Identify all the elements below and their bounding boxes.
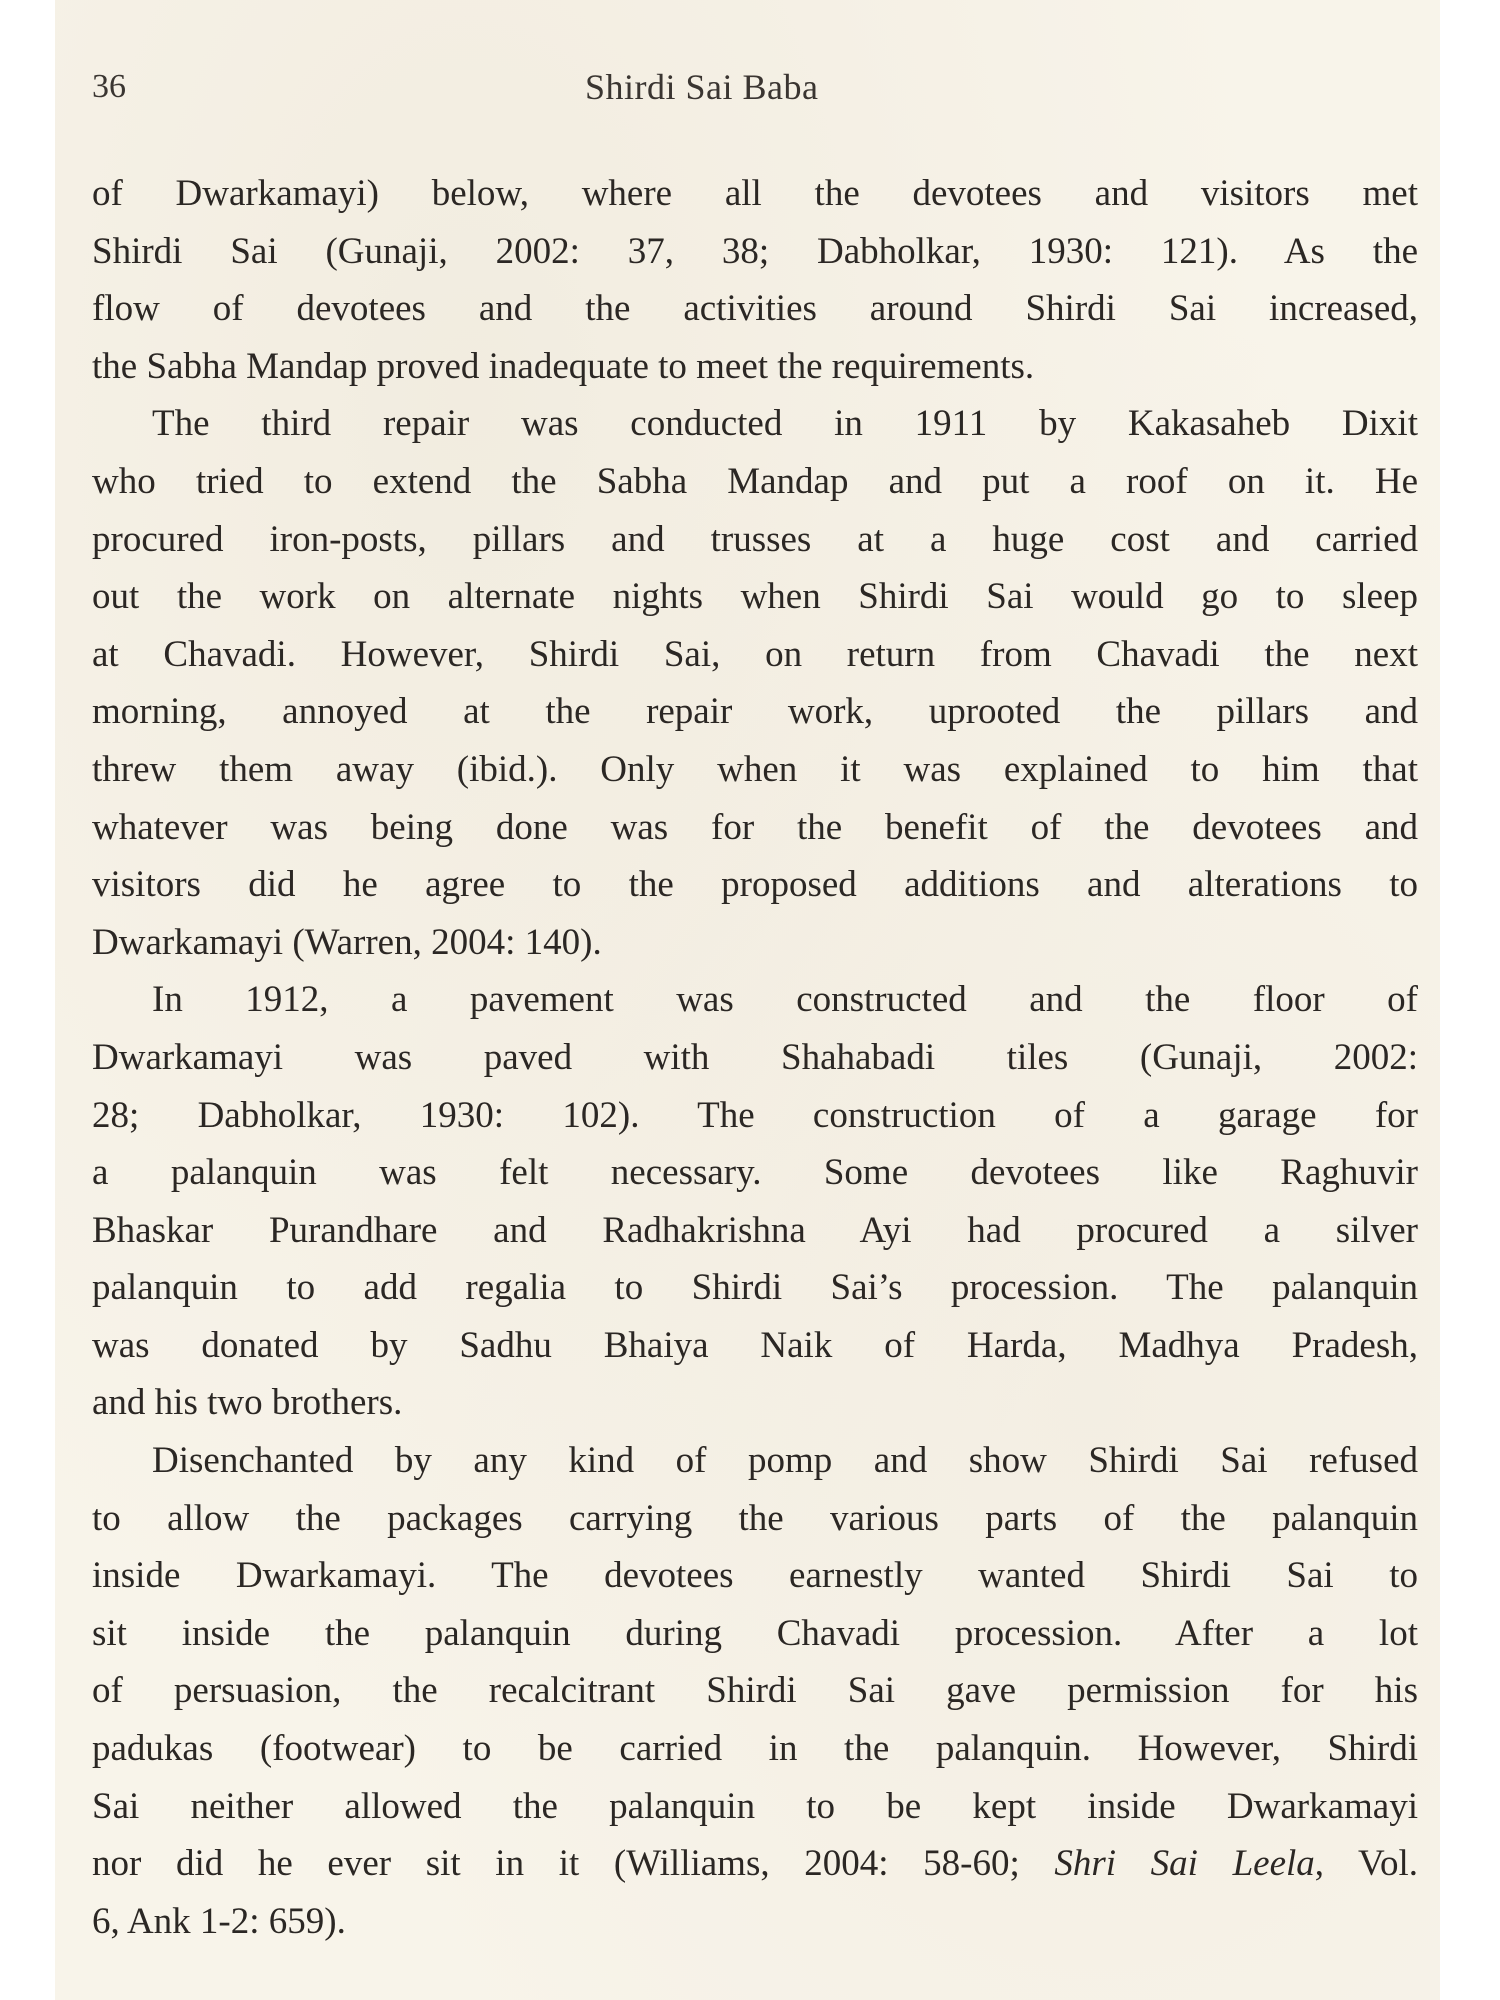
text-line: sit inside the palanquin during Chavadi procession. After a lot: [92, 1612, 1418, 1654]
text-line: of Dwarkamayi) below, where all the devotees and visitors met: [92, 173, 1418, 214]
text-line: whatever was being done was for the benefit of the devotees and: [92, 806, 1418, 848]
text-line: and his two brothers.: [92, 1382, 403, 1424]
text-line: flow of devotees and the activities around Shirdi Sai increased,: [92, 288, 1418, 330]
text-line: 28; Dabholkar, 1930: 102). The construction of a garage for: [92, 1094, 1418, 1136]
page-number: 36: [92, 68, 126, 105]
citation-text: nor did he ever sit in it (Williams, 2004: 58-60;: [92, 1843, 1055, 1885]
text-line: procured iron-posts, pillars and trusses at a huge cost and carried: [92, 518, 1418, 560]
text-line: at Chavadi. However, Shirdi Sai, on return from Chavadi the next: [92, 633, 1418, 675]
text-line: who tried to extend the Sabha Mandap and put a roof on it. He: [92, 460, 1418, 502]
text-line: palanquin to add regalia to Shirdi Sai’s procession. The palanquin: [92, 1267, 1418, 1309]
text-line: was donated by Sadhu Bhaiya Naik of Harda, Madhya Pradesh,: [92, 1324, 1418, 1366]
text-line: In 1912, a pavement was constructed and the floor of: [152, 979, 1418, 1021]
text-line: Dwarkamayi (Warren, 2004: 140).: [92, 921, 602, 963]
text-line: Bhaskar Purandhare and Radhakrishna Ayi had procured a silver: [92, 1209, 1418, 1251]
text-line: Dwarkamayi was paved with Shahabadi tiles (Gunaji, 2002:: [92, 1036, 1418, 1078]
running-head: [92, 62, 1418, 112]
text-line: to allow the packages carrying the various parts of the palanquin: [92, 1497, 1418, 1539]
text-line: 6, Ank 1-2: 659).: [92, 1900, 346, 1942]
text-line: the Sabha Mandap proved inadequate to meet the requirements.: [92, 345, 1035, 387]
running-title: Shirdi Sai Baba: [585, 67, 819, 107]
text-line: out the work on alternate nights when Shirdi Sai would go to sleep: [92, 576, 1418, 618]
text-line: morning, annoyed at the repair work, uprooted the pillars and: [92, 691, 1418, 733]
text-line: visitors did he agree to the proposed additions and alterations to: [92, 864, 1418, 906]
italic-publication-title: Shri Sai Leela: [1054, 1843, 1315, 1885]
citation-text: , Vol.: [1314, 1843, 1418, 1885]
book-page: [55, 0, 1440, 2000]
text-line: Sai neither allowed the palanquin to be kept inside Dwarkamayi: [92, 1785, 1418, 1827]
text-line: The third repair was conducted in 1911 by Kakasaheb Dixit: [152, 403, 1418, 445]
text-line: padukas (footwear) to be carried in the palanquin. However, Shirdi: [92, 1728, 1418, 1770]
text-line: of persuasion, the recalcitrant Shirdi Sai gave permission for his: [92, 1670, 1418, 1712]
text-line: Disenchanted by any kind of pomp and show Shirdi Sai refused: [152, 1440, 1418, 1482]
text-line-with-italic-title: [92, 1835, 1418, 1893]
text-line: inside Dwarkamayi. The devotees earnestly wanted Shirdi Sai to: [92, 1555, 1418, 1597]
text-line: Shirdi Sai (Gunaji, 2002: 37, 38; Dabholkar, 1930: 121). As the: [92, 230, 1418, 272]
text-line: threw them away (ibid.). Only when it was explained to him that: [92, 748, 1418, 790]
body-text: [92, 165, 1418, 1950]
text-line: a palanquin was felt necessary. Some devotees like Raghuvir: [92, 1152, 1418, 1194]
